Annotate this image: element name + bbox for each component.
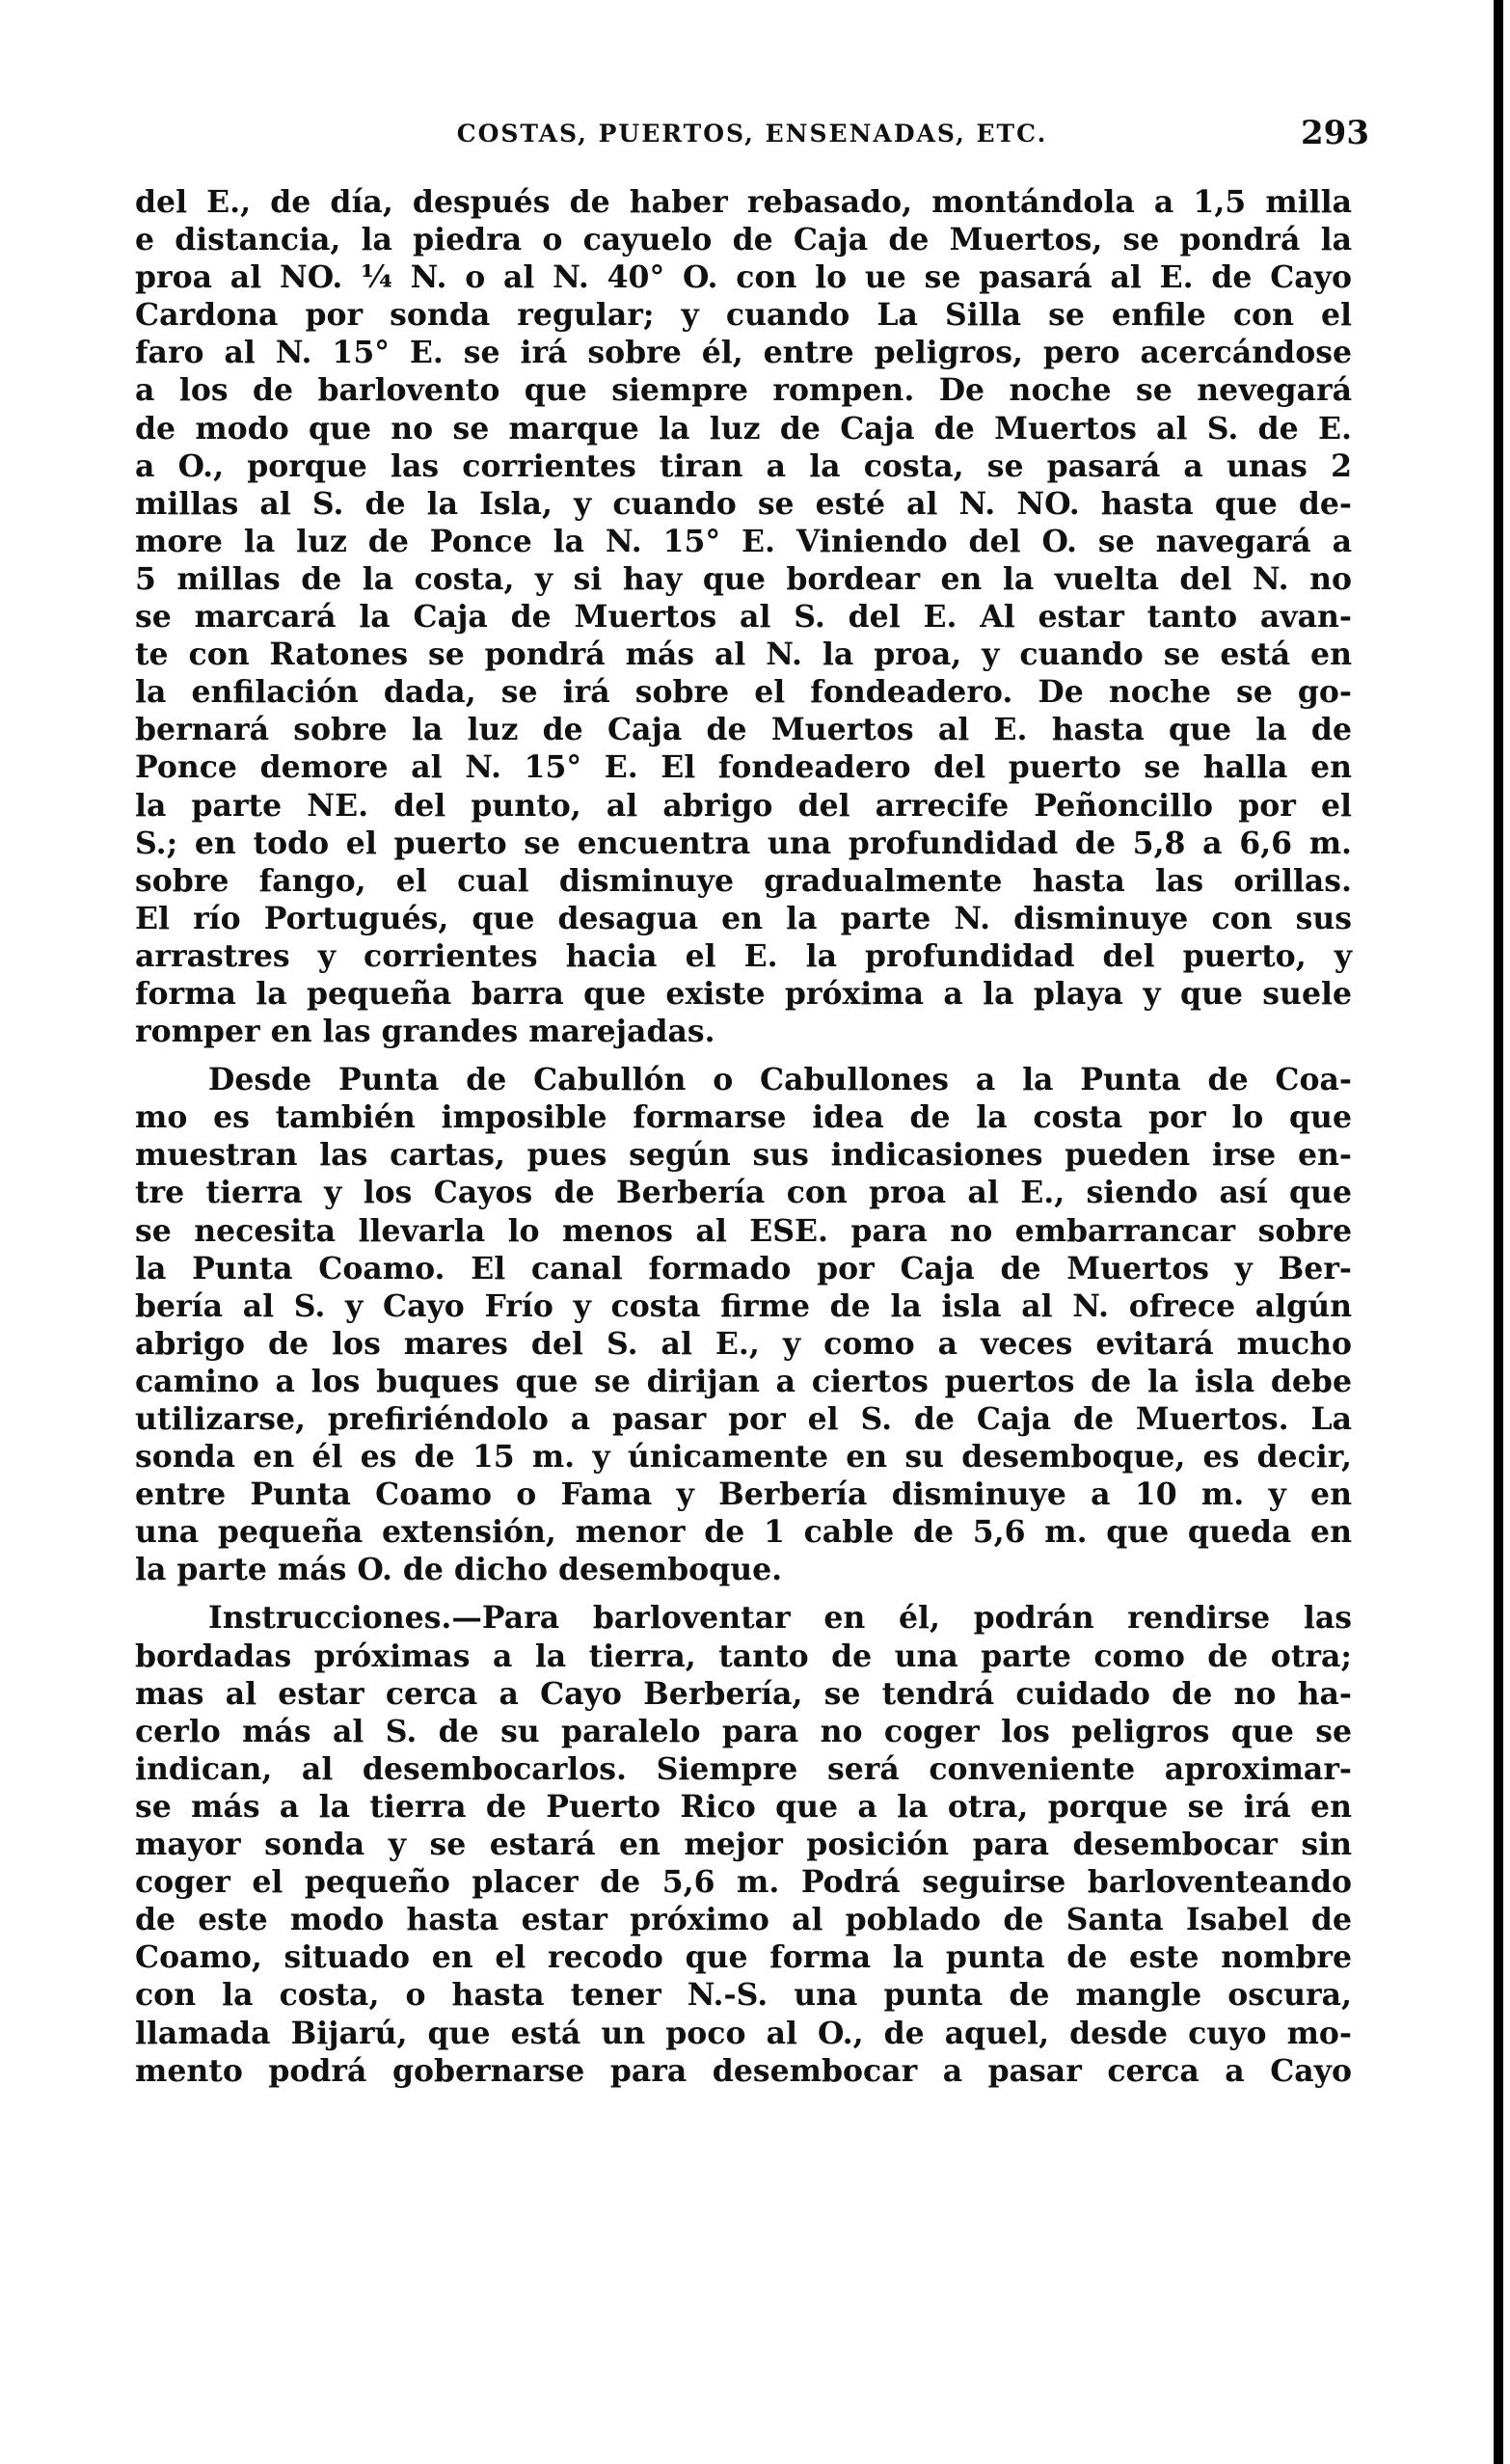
text-line: mento podrá gobernarse para desembocar a pasar cerca a Cayo (135, 2052, 1352, 2089)
text-line: Coamo, situado en el recodo que forma la punta de este nombre (135, 1939, 1352, 1976)
text-line: bordadas próximas a la tierra, tanto de una parte como de otra; (135, 1638, 1352, 1674)
text-line: la Punta Coamo. El canal formado por Caja de Muertos y Ber- (135, 1250, 1352, 1286)
text-line: Ponce demore al N. 15° E. El fondeadero del puerto se halla en (135, 749, 1352, 786)
text-line: muestran las cartas, pues según sus indicasiones pueden irse en- (135, 1137, 1352, 1174)
text-line: del E., de día, después de haber rebasado, montándola a 1,5 milla (135, 184, 1352, 220)
paragraph-1 (135, 183, 1352, 1050)
text-line: con la costa, o hasta tener N.-S. una punta de mangle oscura, (135, 1977, 1352, 2014)
page-number: 293 (1301, 114, 1369, 152)
text-line: cerlo más al S. de su paralelo para no coger los peligros que se (135, 1713, 1352, 1749)
text-line: bería al S. y Cayo Frío y costa firme de la isla al N. ofrece algún (135, 1287, 1352, 1324)
text-line: 5 millas de la costa, y si hay que bordear en la vuelta del N. no (135, 560, 1352, 597)
text-line: camino a los buques que se dirijan a ciertos puertos de la isla debe (135, 1363, 1352, 1399)
text-line: mayor sonda y se estará en mejor posición para desembocar sin (135, 1827, 1352, 1863)
text-line: te con Ratones se pondrá más al N. la proa, y cuando se está en (135, 636, 1352, 673)
text-line: de modo que no se marque la luz de Caja de Muertos al S. de E. (135, 410, 1352, 447)
text-line: bernará sobre la luz de Caja de Muertos al E. hasta que la de (135, 712, 1352, 748)
text-line: Cardona por sonda regular; y cuando La Silla se enfile con el (135, 297, 1352, 334)
text-line: una pequeña extensión, menor de 1 cable de 5,6 m. que queda en (135, 1514, 1352, 1551)
running-header (135, 114, 1369, 172)
text-line: entre Punta Coamo o Fama y Berbería disminuye a 10 m. y en (135, 1476, 1352, 1513)
text-line: faro al N. 15° E. se irá sobre él, entre peligros, pero acercándose (135, 335, 1352, 371)
text-line: la parte más O. de dicho desemboque. (135, 1552, 783, 1588)
text-line: a O., porque las corrientes tiran a la costa, se pasará a unas 2 (135, 447, 1352, 484)
text-line: S.; en todo el puerto se encuentra una profundidad de 5,8 a 6,6 m. (135, 825, 1352, 861)
header-title: COSTAS, PUERTOS, ENSENADAS, ETC. (456, 120, 1048, 148)
text-line: tre tierra y los Cayos de Berbería con proa al E., siendo así que (135, 1175, 1352, 1211)
text-line: a los de barlovento que siempre rompen. De noche se nevegará (135, 372, 1352, 409)
text-line: sobre fango, el cual disminuye gradualmente hasta las orillas. (135, 862, 1352, 899)
page-edge-shadow (1494, 0, 1503, 2464)
text-line: proa al NO. ¼ N. o al N. 40° O. con lo ue se pasará al E. de Cayo (135, 259, 1352, 296)
paragraph-2 (135, 1061, 1352, 1588)
text-line: mas al estar cerca a Cayo Berbería, se tendrá cuidado de no ha- (135, 1675, 1352, 1712)
text-line: mo es también imposible formarse idea de la costa por lo que (135, 1099, 1352, 1136)
text-line: Desde Punta de Cabullón o Cabullones a la Punta de Coa- (208, 1062, 1352, 1098)
text-line: more la luz de Ponce la N. 15° E. Viniendo del O. se navegará a (135, 523, 1352, 559)
text-line: se más a la tierra de Puerto Rico que a la otra, porque se irá en (135, 1788, 1352, 1825)
text-line: millas al S. de la Isla, y cuando se esté al N. NO. hasta que de- (135, 485, 1352, 522)
text-line: Instrucciones.—Para barloventar en él, podrán rendirse las (208, 1600, 1352, 1637)
text-line: El río Portugués, que desagua en la parte N. disminuye con sus (135, 900, 1352, 936)
text-line: abrigo de los mares del S. al E., y como a veces evitará mucho (135, 1325, 1352, 1362)
text-line: de este modo hasta estar próximo al poblado de Santa Isabel de (135, 1902, 1352, 1938)
text-line: la parte NE. del punto, al abrigo del arrecife Peñoncillo por el (135, 787, 1352, 824)
body-text (135, 183, 1352, 2100)
text-line: romper en las grandes marejadas. (135, 1014, 715, 1050)
text-line: se marcará la Caja de Muertos al S. del E. Al estar tanto avan- (135, 599, 1352, 636)
text-line: se necesita llevarla lo menos al ESE. para no embarrancar sobre (135, 1212, 1352, 1249)
text-line: forma la pequeña barra que existe próxima a la playa y que suele (135, 975, 1352, 1012)
text-line: sonda en él es de 15 m. y únicamente en su desemboque, es decir, (135, 1439, 1352, 1476)
text-line: llamada Bijarú, que está un poco al O., de aquel, desde cuyo mo- (135, 2015, 1352, 2051)
text-line: indican, al desembocarlos. Siempre será conveniente aproximar- (135, 1750, 1352, 1787)
paragraph-3 (135, 1599, 1352, 2089)
text-line: arrastres y corrientes hacia el E. la profundidad del puerto, y (135, 937, 1352, 974)
text-line: e distancia, la piedra o cayuelo de Caja de Muertos, se pondrá la (135, 222, 1352, 258)
text-line: utilizarse, prefiriéndolo a pasar por el S. de Caja de Muertos. La (135, 1401, 1352, 1437)
text-line: coger el pequeño placer de 5,6 m. Podrá seguirse barloventeando (135, 1864, 1352, 1901)
text-line: la enfilación dada, se irá sobre el fondeadero. De noche se go- (135, 674, 1352, 711)
